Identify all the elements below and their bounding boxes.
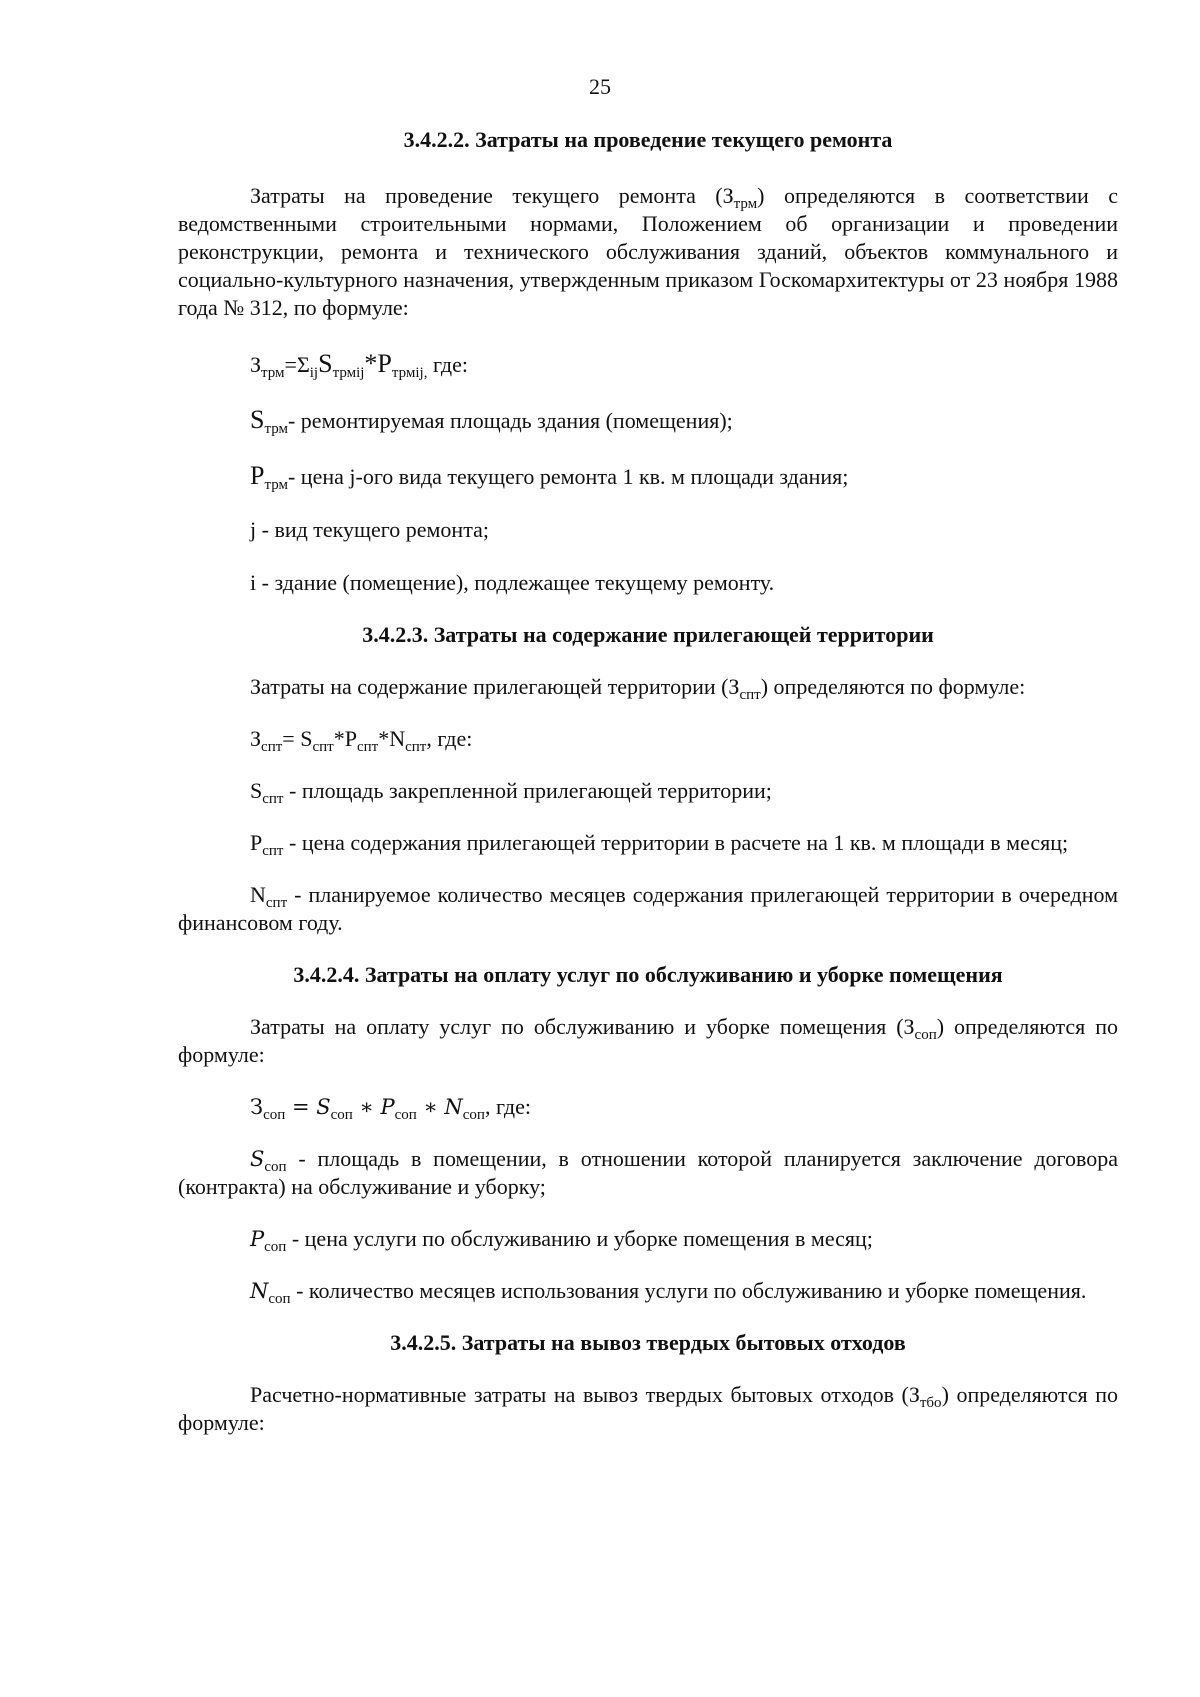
definition-p-trm: $P_{трм}-$ цена j-ого вида текущего ремонта 1 кв. м площади здания; — [250, 461, 849, 493]
paragraph-cleaning-intro: Затраты на оплату услуг по обслуживанию и уборке помещения $(З_{соп})$ определяются по формуле: — [178, 1014, 1118, 1067]
definition-n-sop: $N_{соп}$ - количество месяцев использования услуги по обслуживанию и уборке помещения. — [250, 1278, 1087, 1307]
definition-p-sop: $P_{соп}$ - цена услуги по обслуживанию и уборке помещения в месяц; — [250, 1226, 873, 1255]
paragraph-waste-intro: Расчетно-нормативные затраты на вывоз твердых бытовых отходов $(З_{тбо})$ определяются по формуле: — [178, 1382, 1118, 1435]
section-heading-3-4-2-2: 3.4.2.2. Затраты на проведение текущего ремонта — [403, 127, 893, 152]
section-heading-3-4-2-5: 3.4.2.5. Затраты на вывоз твердых бытовых отходов — [390, 1330, 906, 1355]
document-body — [178, 126, 1118, 1437]
definition-s-trm: $S_{трм}-$ ремонтируемая площадь здания (помещения); — [250, 405, 733, 437]
section-heading-3-4-2-3: 3.4.2.3. Затраты на содержание прилегающей территории — [362, 622, 934, 647]
section-heading-3-4-2-4: 3.4.2.4. Затраты на оплату услуг по обслуживанию и уборке помещения — [293, 962, 1003, 987]
definition-j: j - вид текущего ремонта; — [250, 517, 489, 542]
definition-s-spt: $S_{спт}$ - площадь закрепленной прилегающей территории; — [250, 778, 772, 807]
definition-s-sop: $S_{соп}$ - площадь в помещении, в отношении которой планируется заключение договора (контракта) на обслуживание и уборку; — [178, 1146, 1118, 1199]
formula-territory-cost: $З_{спт}= S_{спт}*P_{спт}*N_{спт}$, где: — [250, 726, 473, 755]
formula-repair-cost: $З_{трм}=\Sigma_{ij}S_{трмij}*P_{трмij,}$ где: — [250, 349, 468, 381]
definition-i: i - здание (помещение), подлежащее текущему ремонту. — [250, 570, 775, 595]
paragraph-repair-intro: Затраты на проведение текущего ремонта $(З_{трм})$ определяются в соответствии с ведомственными строительными нормами, Положением об организации и проведении реконструкции, ремонта и технического обслуживания зданий, объектов коммунального и социально-культурного назначения, утвержденным приказом Госкомархитектуры от 23 ноября 1988 года № 312, по формуле: — [178, 183, 1118, 320]
definition-n-spt: $N_{спт}$ - планируемое количество месяцев содержания прилегающей территории в очередном финансовом году. — [178, 882, 1118, 935]
paragraph-territory-intro: Затраты на содержание прилегающей территории $(З_{спт})$ определяются по формуле: — [250, 674, 1026, 703]
definition-p-spt: $P_{спт}$ - цена содержания прилегающей территории в расчете на 1 кв. м площади в месяц; — [250, 830, 1069, 859]
page-number: 25 — [589, 74, 611, 99]
formula-cleaning-cost: $З_{соп} = S_{соп}$ ∗ $P_{соп}$ ∗ $N_{соп}$, где: — [250, 1094, 531, 1123]
